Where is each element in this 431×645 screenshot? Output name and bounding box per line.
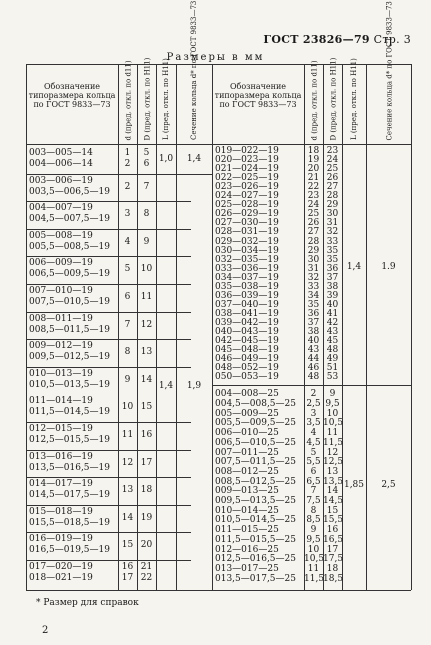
d-value: 14 bbox=[121, 512, 134, 523]
column-rule bbox=[212, 64, 213, 590]
D-value: 8 bbox=[143, 209, 150, 220]
D-value: 39 bbox=[326, 290, 339, 301]
section-value: 1,9 bbox=[186, 381, 202, 391]
designation: 007,5—010,5—19 bbox=[29, 297, 110, 307]
designation: 021—024—19 bbox=[215, 164, 279, 175]
row-rule bbox=[26, 229, 191, 230]
header-col_D-left: D (пред. откл. по H11) bbox=[142, 57, 151, 140]
d-value: 7,5 bbox=[306, 496, 321, 506]
D-value: 18 bbox=[326, 563, 339, 574]
designation: 009—012—19 bbox=[29, 341, 93, 352]
D-value: 25 bbox=[326, 164, 339, 175]
designation: 005,5—009,5—25 bbox=[215, 418, 296, 429]
D-value: 38 bbox=[326, 281, 339, 292]
header-designation-left: Обозначение типоразмера кольца по ГОСТ 9833—73 bbox=[28, 82, 116, 109]
designation: 009,5—013,5—25 bbox=[215, 496, 296, 506]
L-value: 1,85 bbox=[343, 480, 365, 491]
designation: 010,5—014,5—25 bbox=[215, 515, 296, 526]
designation: 004—006—14 bbox=[29, 159, 93, 169]
d-value: 2 bbox=[124, 181, 131, 192]
D-value: 27 bbox=[326, 182, 339, 193]
column-rule bbox=[366, 64, 367, 590]
designation: 005—008—19 bbox=[29, 230, 93, 241]
designation: 011,5—014,5—19 bbox=[29, 407, 110, 418]
d-value: 29 bbox=[307, 245, 320, 256]
d-value: 3 bbox=[124, 209, 131, 220]
header-col_sec-left: Сечение кольца d* по ГОСТ 9833—73 bbox=[190, 0, 198, 140]
designation: 012—015—19 bbox=[29, 424, 93, 434]
d-value: 23 bbox=[307, 191, 320, 202]
designation: 042—045—19 bbox=[215, 336, 279, 347]
row-rule bbox=[26, 312, 191, 313]
D-value: 21 bbox=[140, 562, 153, 572]
designation: 013—016—19 bbox=[29, 451, 93, 462]
d-value: 40 bbox=[307, 336, 320, 347]
column-rule bbox=[156, 64, 157, 590]
designation: 007—011—25 bbox=[215, 447, 279, 458]
designation: 035—038—19 bbox=[215, 281, 279, 292]
D-value: 11,5 bbox=[323, 437, 344, 448]
D-value: 13 bbox=[140, 347, 153, 358]
row-rule bbox=[26, 256, 191, 257]
designation: 039—042—19 bbox=[215, 317, 279, 328]
designation: 008—011—19 bbox=[29, 313, 93, 324]
d-value: 3 bbox=[310, 408, 317, 419]
d-value: 8 bbox=[124, 347, 131, 358]
designation: 048—052—19 bbox=[215, 363, 279, 374]
L-value: 1,4 bbox=[158, 381, 174, 391]
designation: 014—017—19 bbox=[29, 479, 93, 490]
D-value: 53 bbox=[326, 372, 339, 383]
designation: 013,5—017,5—25 bbox=[215, 573, 296, 584]
D-value: 30 bbox=[326, 209, 339, 220]
designation: 018—021—19 bbox=[29, 573, 93, 583]
D-value: 11 bbox=[140, 292, 153, 302]
designation: 012,5—015,5—19 bbox=[29, 435, 110, 445]
D-value: 18,5 bbox=[323, 573, 344, 584]
D-value: 9 bbox=[143, 236, 150, 247]
group-rule bbox=[156, 174, 212, 175]
designation: 003—005—14 bbox=[29, 148, 93, 158]
row-rule bbox=[26, 505, 191, 506]
d-value: 11 bbox=[121, 430, 134, 440]
designation: 012,5—016,5—25 bbox=[215, 554, 296, 565]
designation: 011—014—19 bbox=[29, 396, 93, 407]
designation: 045—048—19 bbox=[215, 345, 279, 356]
designation: 004—007—19 bbox=[29, 203, 93, 214]
section-value: 1,4 bbox=[186, 154, 202, 164]
D-value: 45 bbox=[326, 336, 339, 347]
designation: 037—040—19 bbox=[215, 299, 279, 310]
header-col_D-right: D (пред. откл. по H11) bbox=[328, 57, 337, 140]
D-value: 10 bbox=[140, 264, 153, 275]
designation: 027—030—19 bbox=[215, 218, 279, 229]
D-value: 17 bbox=[140, 457, 153, 468]
d-value: 2,5 bbox=[306, 399, 321, 409]
designation: 007—010—19 bbox=[29, 286, 93, 296]
d-value: 36 bbox=[307, 308, 320, 319]
D-value: 51 bbox=[326, 363, 339, 374]
d-value: 12 bbox=[121, 457, 134, 468]
row-rule bbox=[26, 422, 191, 423]
D-value: 14,5 bbox=[323, 496, 344, 506]
designation: 019—022—19 bbox=[215, 146, 279, 156]
group-rule bbox=[212, 385, 411, 386]
D-value: 15,5 bbox=[323, 515, 344, 526]
designation: 011,5—015,5—25 bbox=[215, 534, 296, 545]
L-value: 1,4 bbox=[346, 262, 362, 272]
d-value: 1 bbox=[124, 148, 131, 158]
designation: 009,5—012,5—19 bbox=[29, 352, 110, 363]
d-value: 38 bbox=[307, 327, 320, 337]
d-value: 4 bbox=[310, 428, 317, 439]
D-value: 35 bbox=[326, 245, 339, 256]
d-value: 32 bbox=[307, 272, 320, 283]
D-value: 16 bbox=[326, 525, 339, 536]
d-value: 5 bbox=[124, 264, 131, 275]
d-value: 16 bbox=[121, 562, 134, 572]
d-value: 7 bbox=[124, 319, 131, 330]
designation: 005,5—008,5—19 bbox=[29, 241, 110, 252]
designation: 025—028—19 bbox=[215, 200, 279, 211]
d-value: 19 bbox=[307, 155, 320, 166]
d-value: 6 bbox=[310, 466, 317, 477]
row-rule bbox=[26, 477, 191, 478]
table-header-rule bbox=[26, 144, 411, 145]
d-value: 18 bbox=[307, 146, 320, 156]
d-value: 34 bbox=[307, 290, 320, 301]
D-value: 36 bbox=[326, 263, 339, 274]
D-value: 5 bbox=[143, 148, 150, 158]
designation: 011—015—25 bbox=[215, 525, 279, 536]
d-value: 6,5 bbox=[306, 476, 321, 487]
D-value: 17 bbox=[326, 544, 339, 555]
d-value: 11 bbox=[307, 563, 320, 574]
D-value: 12 bbox=[140, 319, 153, 330]
d-value: 17 bbox=[121, 573, 134, 583]
d-value: 33 bbox=[307, 281, 320, 292]
designation: 008,5—011,5—19 bbox=[29, 324, 110, 335]
d-value: 4 bbox=[124, 236, 131, 247]
designation: 010—013—19 bbox=[29, 368, 93, 379]
d-value: 10 bbox=[121, 402, 134, 413]
D-value: 37 bbox=[326, 272, 339, 283]
d-value: 20 bbox=[307, 164, 320, 175]
designation: 020—023—19 bbox=[215, 155, 279, 166]
D-value: 35 bbox=[326, 254, 339, 265]
d-value: 48 bbox=[307, 372, 320, 383]
D-value: 43 bbox=[326, 327, 339, 337]
header-col_sec-right: Сечение кольца d* по ГОСТ 9833—73 bbox=[384, 0, 393, 140]
D-value: 19 bbox=[140, 512, 153, 523]
D-value: 23 bbox=[326, 146, 339, 156]
D-value: 9,5 bbox=[325, 399, 340, 409]
d-value: 30 bbox=[307, 254, 320, 265]
D-value: 31 bbox=[326, 218, 339, 229]
D-value: 22 bbox=[140, 573, 153, 583]
designation: 016,5—019,5—19 bbox=[29, 545, 110, 556]
d-value: 46 bbox=[307, 363, 320, 374]
designation: 003—006—19 bbox=[29, 175, 93, 186]
d-value: 9 bbox=[124, 374, 131, 385]
table-bottom-rule bbox=[26, 590, 411, 591]
designation: 008,5—012,5—25 bbox=[215, 476, 296, 487]
designation: 015,5—018,5—19 bbox=[29, 517, 110, 528]
designation: 032—035—19 bbox=[215, 254, 279, 265]
designation: 008—012—25 bbox=[215, 466, 279, 477]
d-value: 26 bbox=[307, 218, 320, 229]
D-value: 9 bbox=[329, 389, 336, 400]
L-value: 1,0 bbox=[158, 154, 174, 164]
row-rule bbox=[26, 284, 191, 285]
D-value: 33 bbox=[326, 236, 339, 247]
D-value: 14 bbox=[326, 486, 339, 497]
column-rule bbox=[411, 64, 412, 590]
d-value: 6 bbox=[124, 292, 131, 302]
designation: 006,5—009,5—19 bbox=[29, 269, 110, 280]
d-value: 9 bbox=[310, 525, 317, 536]
d-value: 7 bbox=[310, 486, 317, 497]
designation: 013—017—25 bbox=[215, 563, 279, 574]
D-value: 16 bbox=[140, 430, 153, 440]
designation: 034—037—19 bbox=[215, 272, 279, 283]
header-designation-right: Обозначение типоразмера кольца по ГОСТ 9833—73 bbox=[214, 82, 302, 109]
row-rule bbox=[26, 450, 191, 451]
designation: 040—043—19 bbox=[215, 327, 279, 337]
d-value: 8 bbox=[310, 505, 317, 516]
row-rule bbox=[26, 367, 191, 368]
d-value: 27 bbox=[307, 227, 320, 238]
designation: 004—008—25 bbox=[215, 389, 279, 400]
designation: 024—027—19 bbox=[215, 191, 279, 202]
row-rule bbox=[26, 339, 191, 340]
D-value: 20 bbox=[140, 540, 153, 551]
designation: 006,5—010,5—25 bbox=[215, 437, 296, 448]
d-value: 44 bbox=[307, 354, 320, 365]
d-value: 5 bbox=[310, 447, 317, 458]
d-value: 13 bbox=[121, 485, 134, 496]
designation: 007,5—011,5—25 bbox=[215, 457, 296, 468]
D-value: 41 bbox=[326, 308, 339, 319]
designation: 033—036—19 bbox=[215, 263, 279, 274]
designation: 036—039—19 bbox=[215, 290, 279, 301]
designation: 010—014—25 bbox=[215, 505, 279, 516]
designation: 017—020—19 bbox=[29, 562, 93, 572]
d-value: 11,5 bbox=[304, 573, 325, 584]
row-rule bbox=[26, 201, 191, 202]
designation: 005—009—25 bbox=[215, 408, 279, 419]
D-value: 49 bbox=[326, 354, 339, 365]
D-value: 7 bbox=[143, 181, 150, 192]
D-value: 13 bbox=[326, 466, 339, 477]
D-value: 26 bbox=[326, 173, 339, 184]
designation: 030—034—19 bbox=[215, 245, 279, 256]
page-number: 2 bbox=[42, 625, 49, 636]
d-value: 3,5 bbox=[306, 418, 321, 429]
D-value: 32 bbox=[326, 227, 339, 238]
designation: 050—053—19 bbox=[215, 372, 279, 383]
row-rule bbox=[26, 532, 191, 533]
D-value: 6 bbox=[143, 159, 150, 169]
designation: 004,5—008,5—25 bbox=[215, 399, 296, 409]
column-rule bbox=[26, 64, 27, 590]
d-value: 15 bbox=[121, 540, 134, 551]
designation: 016—019—19 bbox=[29, 534, 93, 545]
section-value: 2,5 bbox=[381, 480, 396, 491]
D-value: 10,5 bbox=[323, 418, 344, 429]
header-col_d-right: d (пред. откл. по d11) bbox=[309, 59, 318, 140]
page-subtitle: Размеры в мм bbox=[166, 52, 265, 63]
d-value: 24 bbox=[307, 200, 320, 211]
gost-number: ГОСТ 23826—79 bbox=[263, 33, 370, 46]
D-value: 29 bbox=[326, 200, 339, 211]
designation: 013,5—016,5—19 bbox=[29, 462, 110, 473]
d-value: 5,5 bbox=[306, 457, 321, 468]
d-value: 21 bbox=[307, 173, 320, 184]
column-rule bbox=[342, 64, 343, 590]
section-value: 1.9 bbox=[381, 262, 396, 272]
designation: 003,5—006,5—19 bbox=[29, 186, 110, 197]
designation: 028—031—19 bbox=[215, 227, 279, 238]
D-value: 40 bbox=[326, 299, 339, 310]
D-value: 10 bbox=[326, 408, 339, 419]
designation: 023—026—19 bbox=[215, 182, 279, 193]
D-value: 17,5 bbox=[323, 554, 344, 565]
d-value: 37 bbox=[307, 317, 320, 328]
D-value: 24 bbox=[326, 155, 339, 166]
d-value: 2 bbox=[310, 389, 317, 400]
designation: 010,5—013,5—19 bbox=[29, 379, 110, 390]
D-value: 12,5 bbox=[323, 457, 344, 468]
page-label: Стр. 3 bbox=[369, 33, 411, 46]
d-value: 10 bbox=[307, 544, 320, 555]
D-value: 16,5 bbox=[323, 534, 344, 545]
designation: 029—032—19 bbox=[215, 236, 279, 247]
designation: 004,5—007,5—19 bbox=[29, 214, 110, 225]
d-value: 43 bbox=[307, 345, 320, 356]
D-value: 42 bbox=[326, 317, 339, 328]
d-value: 28 bbox=[307, 236, 320, 247]
designation: 014,5—017,5—19 bbox=[29, 490, 110, 501]
D-value: 15 bbox=[140, 402, 153, 413]
designation: 015—018—19 bbox=[29, 506, 93, 517]
designation: 006—010—25 bbox=[215, 428, 279, 439]
designation: 038—041—19 bbox=[215, 308, 279, 319]
d-value: 8,5 bbox=[306, 515, 321, 526]
d-value: 35 bbox=[307, 299, 320, 310]
header-col_L-left: L (пред. откл. по H11) bbox=[162, 58, 170, 140]
row-rule bbox=[26, 560, 191, 561]
d-value: 10,5 bbox=[304, 554, 325, 565]
d-value: 25 bbox=[307, 209, 320, 220]
designation: 022—025—19 bbox=[215, 173, 279, 184]
designation: 026—029—19 bbox=[215, 209, 279, 220]
D-value: 15 bbox=[326, 505, 339, 516]
D-value: 28 bbox=[326, 191, 339, 202]
d-value: 22 bbox=[307, 182, 320, 193]
D-value: 11 bbox=[326, 428, 339, 439]
D-value: 48 bbox=[326, 345, 339, 356]
D-value: 12 bbox=[326, 447, 339, 458]
designation: 006—009—19 bbox=[29, 258, 93, 269]
footnote: * Размер для справок bbox=[36, 598, 139, 608]
d-value: 4,5 bbox=[306, 437, 321, 448]
D-value: 14 bbox=[140, 374, 153, 385]
designation: 009—013—25 bbox=[215, 486, 279, 497]
header-col_L-right: L (пред. откл. по H11) bbox=[350, 58, 358, 140]
d-value: 2 bbox=[124, 159, 131, 169]
d-value: 9,5 bbox=[306, 534, 321, 545]
designation: 046—049—19 bbox=[215, 354, 279, 365]
designation: 012—016—25 bbox=[215, 544, 279, 555]
header-col_d-left: d (пред. откл. по d11) bbox=[123, 59, 132, 140]
D-value: 13,5 bbox=[323, 476, 344, 487]
D-value: 18 bbox=[140, 485, 153, 496]
column-rule bbox=[176, 64, 177, 590]
d-value: 31 bbox=[307, 263, 320, 274]
